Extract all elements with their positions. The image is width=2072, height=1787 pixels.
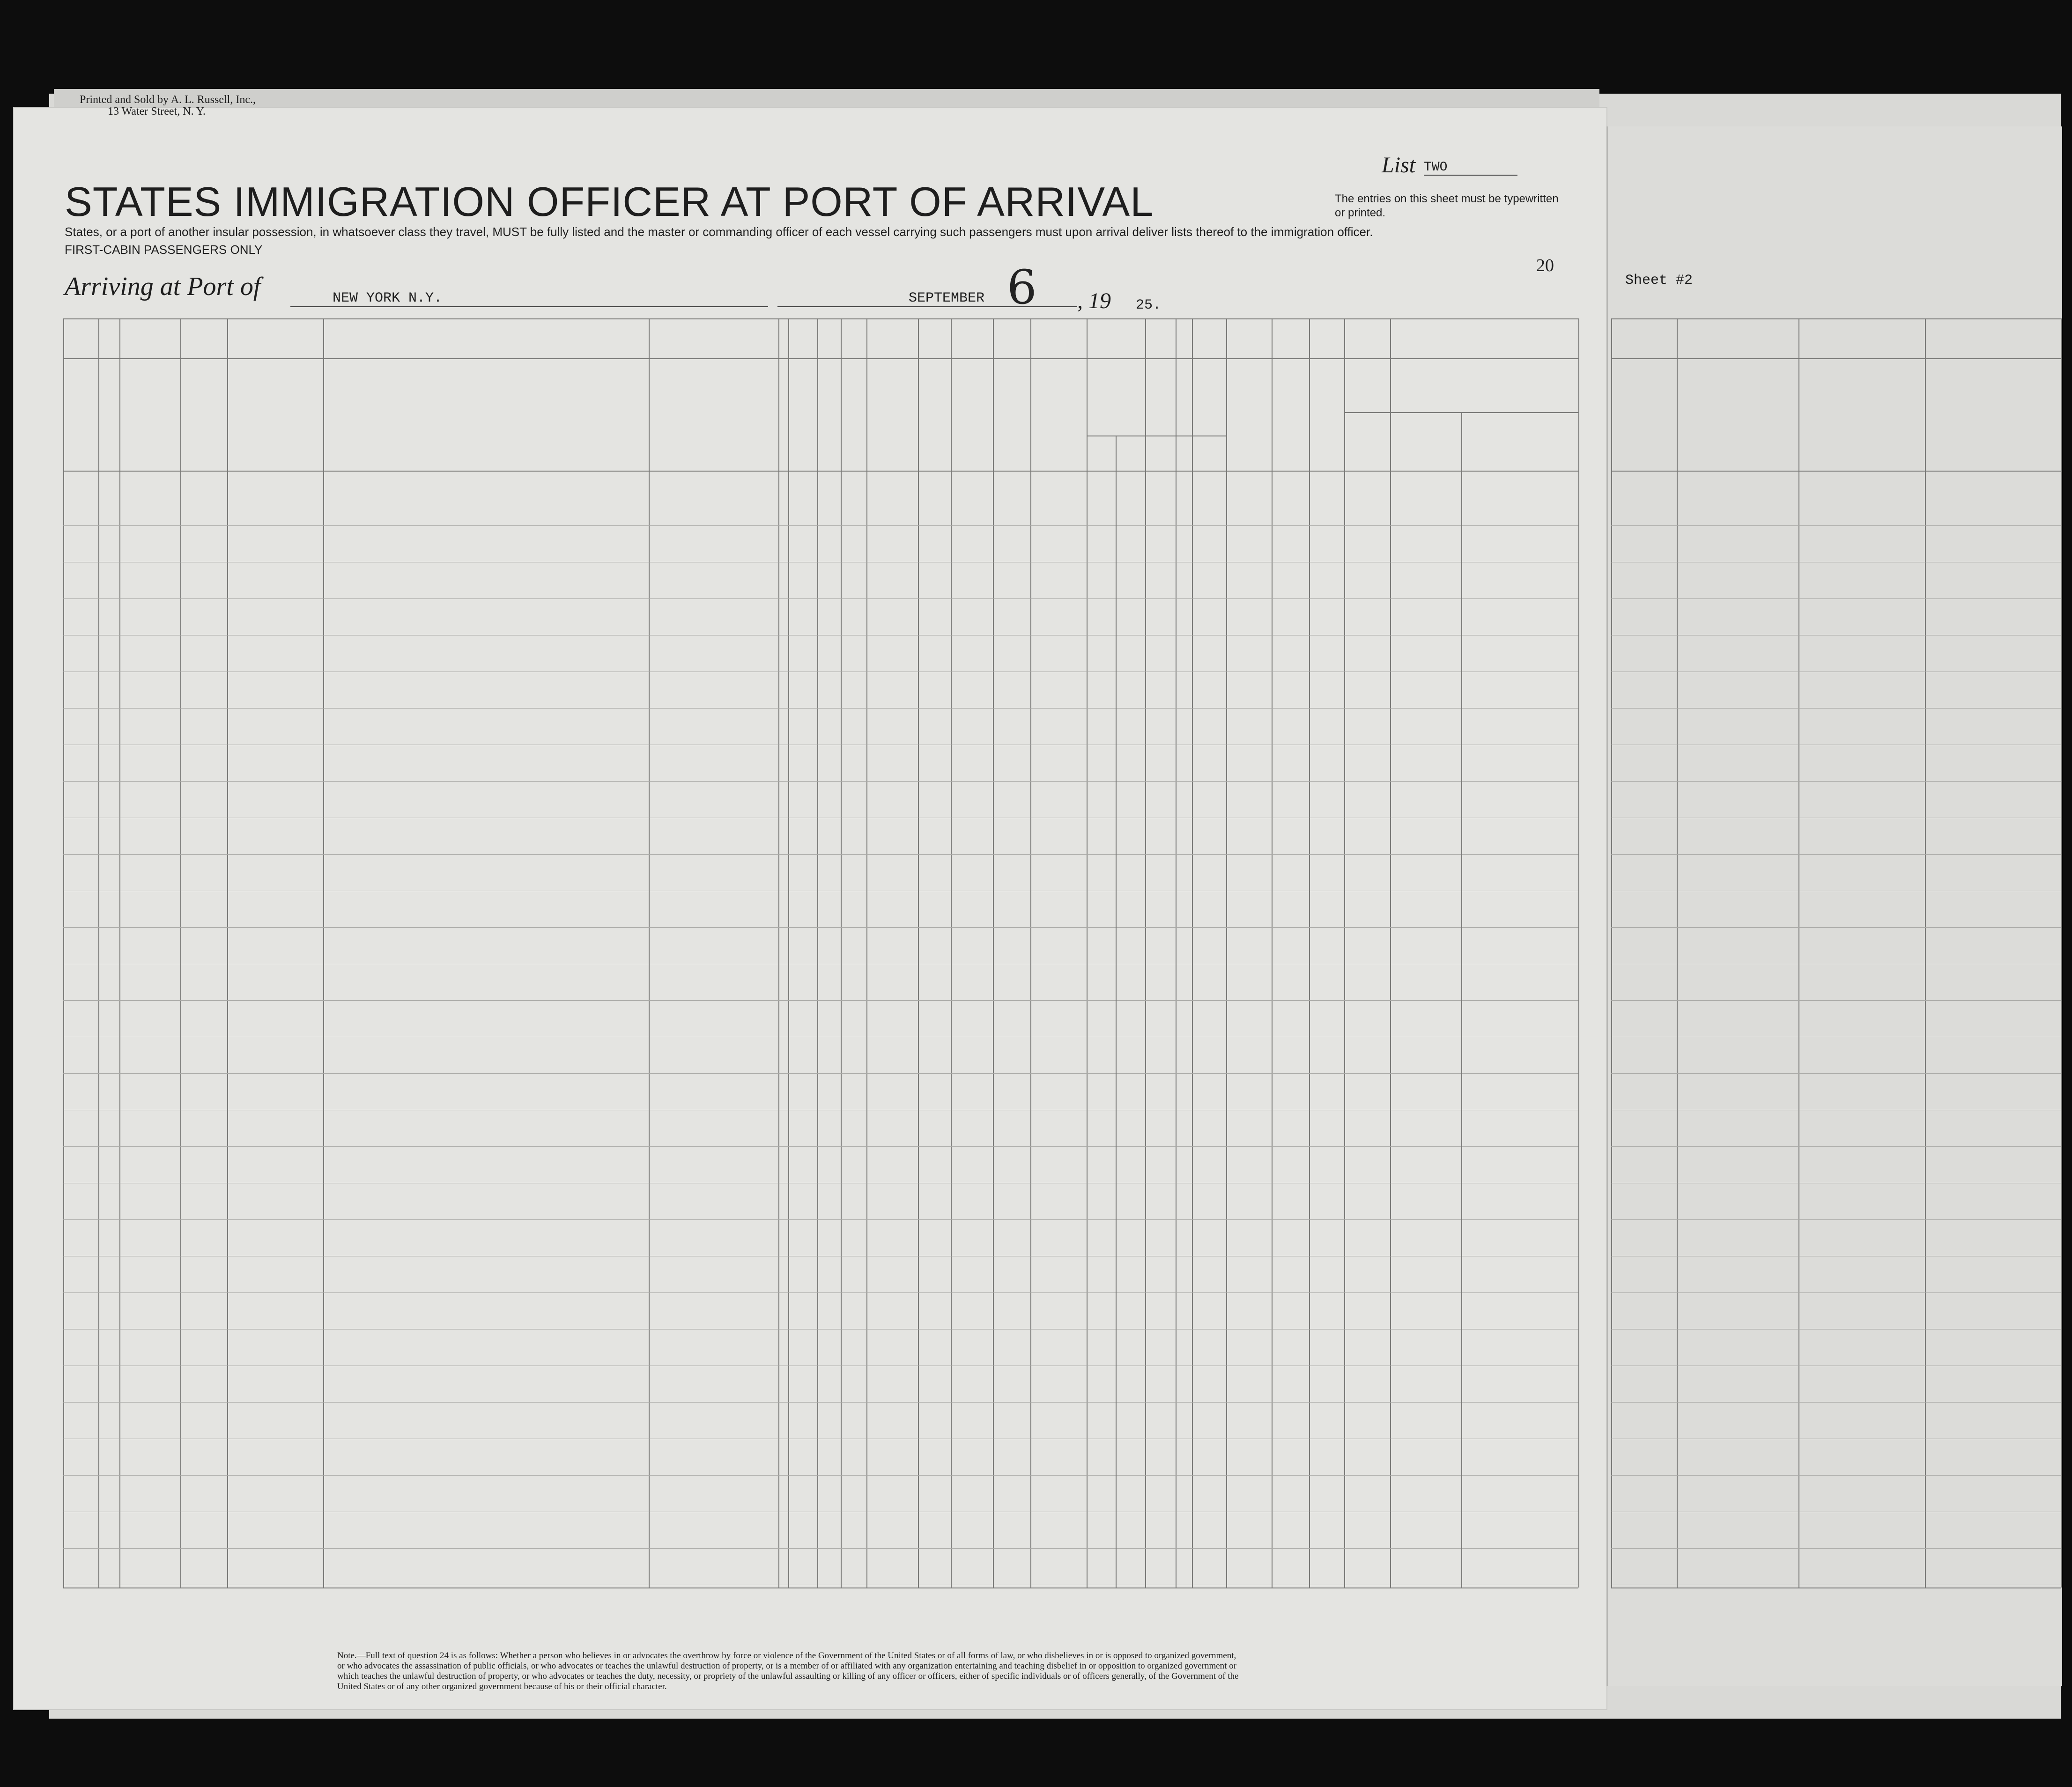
visa-sheet: [1606, 126, 2062, 1686]
visa-grid-vline: [1798, 318, 1799, 1588]
visa-grid-rowline: [1611, 1292, 2061, 1293]
sheet-number: Sheet #2: [1625, 273, 1693, 288]
grid-hline: [63, 318, 1578, 319]
year-suffix: 25.: [1136, 297, 1162, 313]
grid-vline: [1176, 318, 1177, 1588]
month-field: SEPTEMBER: [777, 290, 1077, 307]
grid-vline: [1344, 318, 1345, 1588]
manifest-sheet: [14, 108, 1606, 1709]
header-yes-no: [229, 421, 251, 440]
grid-rowline: [63, 1219, 1578, 1220]
grid-vline: [1578, 318, 1579, 1588]
visa-grid-rowline: [1611, 1548, 2061, 1549]
header-year-period: [255, 438, 281, 466]
visa-grid-rowline: [1611, 1073, 2061, 1074]
visa-grid-rowline: [1611, 927, 2061, 928]
grid-vline: [817, 318, 818, 1588]
grid-vline: [649, 318, 650, 1588]
grid-vline: [1226, 318, 1227, 1588]
grid-rowline: [63, 1073, 1578, 1074]
grid-rowline: [63, 708, 1578, 709]
grid-rowline: [63, 1000, 1578, 1001]
grid-vline: [1272, 318, 1273, 1588]
header-anarchist: [843, 379, 865, 464]
header-inches: [1117, 440, 1143, 459]
visa-grid-rowline: [1611, 1000, 2061, 1001]
visa-grid-rowline: [1611, 1219, 2061, 1220]
grid-vline: [1390, 318, 1391, 1588]
grid-rowline: [63, 1475, 1578, 1476]
grid-vline: [323, 318, 324, 1588]
grid-vline: [1116, 436, 1117, 1588]
instruction-text: States, or a port of another insular possession, in whatsoever class they travel, MUST be fully listed and the master or commanding officer of each vessel carrying such passengers must upon arrival deliver lists thereof to the immigration officer.: [65, 225, 1373, 239]
visa-grid-rowline: [1611, 1146, 2061, 1147]
visa-grid-hline: [1611, 471, 2061, 472]
visa-grid-rowline: [1611, 598, 2061, 599]
visa-grid-vline: [2061, 318, 2062, 1588]
grid-vline: [778, 318, 779, 1588]
header-before-us: [229, 363, 321, 414]
header-place-of-birth: [1346, 384, 1576, 403]
grid-vline: [63, 318, 64, 1588]
header-hair: [1194, 447, 1206, 466]
header-where: [285, 447, 321, 461]
grid-vline: [993, 318, 994, 1588]
year-prefix: , 19: [1077, 288, 1111, 313]
header-relative: [325, 398, 647, 454]
grid-vline: [918, 318, 919, 1588]
header-country: [1346, 450, 1459, 468]
header-condition: [995, 389, 1029, 459]
day-field: 6: [1007, 260, 1037, 315]
port-field: NEW YORK N.Y.: [290, 290, 768, 307]
list-value: TWO: [1424, 160, 1517, 176]
visa-grid-rowline: [1611, 781, 2061, 782]
header-if-yes: [255, 417, 321, 431]
visa-grid-rowline: [1611, 708, 2061, 709]
printer-line-2: 13 Water Street, N. Y.: [108, 105, 206, 118]
header-ticket: [100, 370, 118, 464]
grid-rowline: [63, 854, 1578, 855]
grid-vline: [119, 318, 120, 1588]
header-eyes: [1228, 447, 1270, 466]
grid-vline: [227, 318, 228, 1588]
typewritten-note: The entries on this sheet must be typewritten or printed.: [1335, 192, 1559, 219]
header-city: [1463, 450, 1576, 468]
visa-grid-vline: [1611, 318, 1612, 1588]
grid-rowline: [63, 781, 1578, 782]
grid-rowline: [63, 1548, 1578, 1549]
grid-rowline: [63, 525, 1578, 526]
printer-line-1: Printed and Sold by A. L. Russell, Inc.,: [80, 94, 256, 106]
visa-grid-rowline: [1611, 1402, 2061, 1403]
visa-grid-vline: [1677, 318, 1678, 1588]
header-complexion: [1147, 407, 1174, 454]
header-possession: [182, 370, 225, 464]
header-height: [1088, 384, 1143, 403]
visa-grid-rowline: [1611, 525, 2061, 526]
grid-rowline: [63, 1292, 1578, 1293]
grid-vline: [841, 318, 842, 1588]
header-paid-by-sub: [121, 412, 178, 464]
grid-hline: [63, 471, 1578, 472]
grid-vline: [180, 318, 181, 1588]
header-paid-by: [121, 370, 178, 389]
visa-grid-vline: [1925, 318, 1926, 1588]
header-no-on-list: [65, 384, 96, 454]
page-title: STATES IMMIGRATION OFFICER AT PORT OF ARRIVAL: [65, 178, 1154, 225]
corner-number: 20: [1536, 256, 1554, 275]
grid-vline: [1145, 318, 1146, 1588]
grid-vline: [98, 318, 99, 1588]
header-deformed: [1032, 389, 1085, 468]
grid-rowline: [63, 927, 1578, 928]
arriving-label: Arriving at Port of: [65, 272, 261, 301]
visa-grid-rowline: [1611, 1475, 2061, 1476]
header-marks: [1273, 421, 1342, 450]
grid-vline: [951, 318, 952, 1588]
grid-hline: [63, 358, 1578, 359]
grid-rowline: [63, 598, 1578, 599]
header-color-of: [1177, 384, 1224, 403]
visa-grid-rowline: [1611, 854, 2061, 855]
list-label: List: [1382, 153, 1416, 177]
header-feet: [1088, 440, 1114, 459]
grid-vline: [1461, 412, 1462, 1588]
grid-vline: [1030, 318, 1031, 1588]
footnote: Note.—Full text of question 24 is as follows: Whether a person who believes in or advocates the overthrow by force or violence of the Government of the United States or of all forms of law, or who disbelieves in or is opposed to organized government, or who advocates the assassination of public officials, or who advocates or teaches the unlawful destruction of property, or is a member of or affiliated with any organization entertaining and teaching disbelief in or opposition to organized government or which teaches the unlawful destruction of property, or who advocates or teaches the duty, necessity, or propriety of the unlawful assaulting or killing of any officer or officers, either of specific individuals or of officers generally, of the Government of the United States or of any other organized government because of his or their official character.: [337, 1651, 1239, 1691]
visa-grid-hline: [1611, 358, 2061, 359]
grid-vline: [788, 318, 789, 1588]
header-polygamist: [819, 379, 839, 464]
grid-vline: [1192, 318, 1193, 1588]
grid-vline: [866, 318, 867, 1588]
class-line: FIRST-CABIN PASSENGERS ONLY: [65, 243, 263, 257]
grid-rowline: [63, 1402, 1578, 1403]
grid-rowline: [63, 1146, 1578, 1147]
grid-vline: [1309, 318, 1310, 1588]
header-purpose: [651, 363, 777, 377]
grid-vline: [1087, 318, 1088, 1588]
visa-grid-hline: [1611, 318, 2061, 319]
